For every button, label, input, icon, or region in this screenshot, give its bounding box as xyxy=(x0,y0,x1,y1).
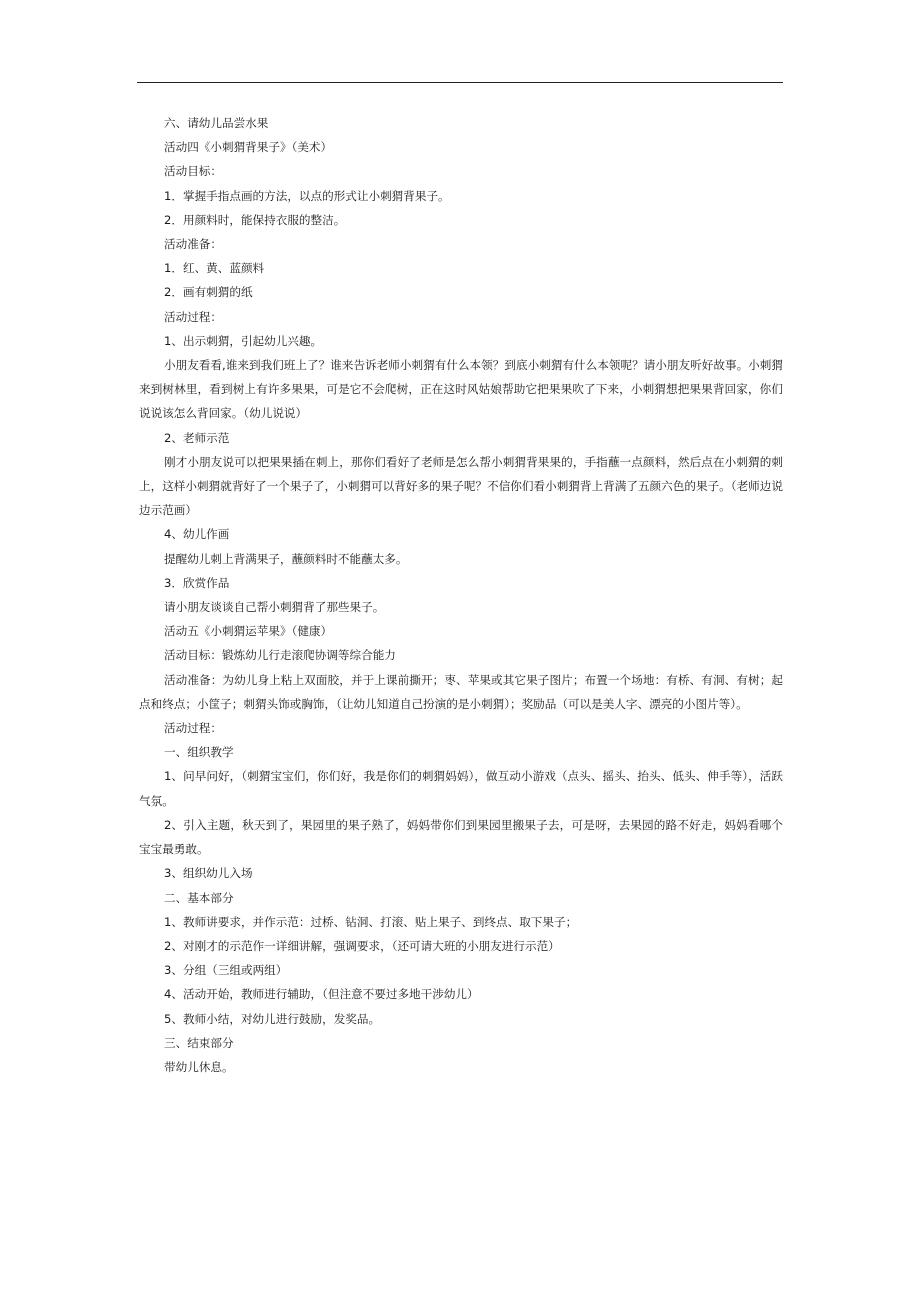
text-line: 请小朋友谈谈自己帮小刺猬背了那些果子。 xyxy=(164,600,385,615)
activity-title: 活动四《小刺猬背果子》（美术） xyxy=(164,140,333,155)
text-line: 带幼儿休息。 xyxy=(164,1059,234,1074)
paragraph-story: 小朋友看看,谁来到我们班上了？谁来告诉老师小刺猬有什么本领？到底小刺猬有什么本领呢？请小朋友听好故事。小刺猬来到树林里，看到树上有许多果果，可是它不会爬树，正在这时风姑娘帮助它把果果吹了下来，小刺猬想把果果背回家，你们说说该怎么背回家。（幼儿说说） xyxy=(139,358,783,421)
section-heading: 一、组织教学 xyxy=(164,745,234,760)
paragraph-theme: 2、引入主题，秋天到了，果园里的果子熟了，妈妈带你们到果园里搬果子去，可是呀，去果园的路不好走，妈妈看哪个宝宝最勇敢。 xyxy=(139,817,783,857)
list-item: 2．画有刺猬的纸 xyxy=(164,285,253,300)
list-item: 2、老师示范 xyxy=(164,430,230,445)
list-item: 4、活动开始，教师进行辅助，（但注意不要过多地干涉幼儿） xyxy=(164,987,479,1002)
text-line: 活动目标：锻炼幼儿行走滚爬协调等综合能力 xyxy=(164,648,396,663)
list-item: 4、幼儿作画 xyxy=(164,527,230,542)
list-item: 1．红、黄、蓝颜料 xyxy=(164,261,265,276)
paragraph-demo: 刚才小朋友说可以把果果插在刺上，那你们看好了老师是怎么帮小刺猬背果果的，手指蘸一点颜料，然后点在小刺猬的刺上，这样小刺猬就背好了一个果子了，小刺猬可以背好多的果子呢？不信你们看小刺猬背上背满了五颜六色的果子。（老师边说边示范画） xyxy=(139,454,783,518)
text-line: 六、请幼儿品尝水果 xyxy=(164,116,269,130)
list-item: 5、教师小结，对幼儿进行鼓励，发奖品。 xyxy=(164,1011,381,1026)
section-heading: 三、结束部分 xyxy=(164,1035,234,1050)
text-line: 活动过程： xyxy=(164,309,222,324)
activity-title: 活动五《小刺猬运苹果》（健康） xyxy=(164,624,333,639)
list-item: 3、组织幼儿入场 xyxy=(164,866,253,881)
list-item: 3、分组（三组或两组） xyxy=(164,963,288,978)
list-item: 1、教师讲要求，并作示范：过桥、钻洞、打滚、贴上果子、到终点、取下果子； xyxy=(164,914,578,929)
text-line: 活动过程： xyxy=(164,721,222,736)
section-heading: 二、基本部分 xyxy=(164,890,234,905)
text-line: 活动准备： xyxy=(164,237,222,252)
list-item: 2、对刚才的示范作一详细讲解，强调要求，（还可请大班的小朋友进行示范） xyxy=(164,938,560,953)
document-body xyxy=(139,111,783,1079)
list-item: 1、出示刺猬，引起幼儿兴趣。 xyxy=(164,333,323,348)
paragraph-preparation: 活动准备：为幼儿身上粘上双面胶，并于上课前撕开；枣、苹果或其它果子图片；布置一个场地：有桥、有洞、有树；起点和终点；小筐子；刺猬头饰或胸饰，（让幼儿知道自己扮演的是小刺猬）；奖励品（可以是美人字、漂亮的小图片等）。 xyxy=(139,672,783,711)
list-item: 1．掌握手指点画的方法，以点的形式让小刺猬背果子。 xyxy=(164,188,450,203)
text-line: 活动目标： xyxy=(164,164,222,179)
list-item: 3．欣赏作品 xyxy=(164,575,230,590)
list-item: 2．用颜料时，能保持衣服的整洁。 xyxy=(164,212,346,227)
header-rule xyxy=(137,82,783,83)
paragraph-greeting: 1、问早问好，（刺猬宝宝们，你们好，我是你们的刺猬妈妈），做互动小游戏（点头、摇头、抬头、低头、伸手等），活跃气氛。 xyxy=(139,769,783,808)
text-line: 提醒幼儿刺上背满果子，蘸颜料时不能蘸太多。 xyxy=(164,551,408,566)
